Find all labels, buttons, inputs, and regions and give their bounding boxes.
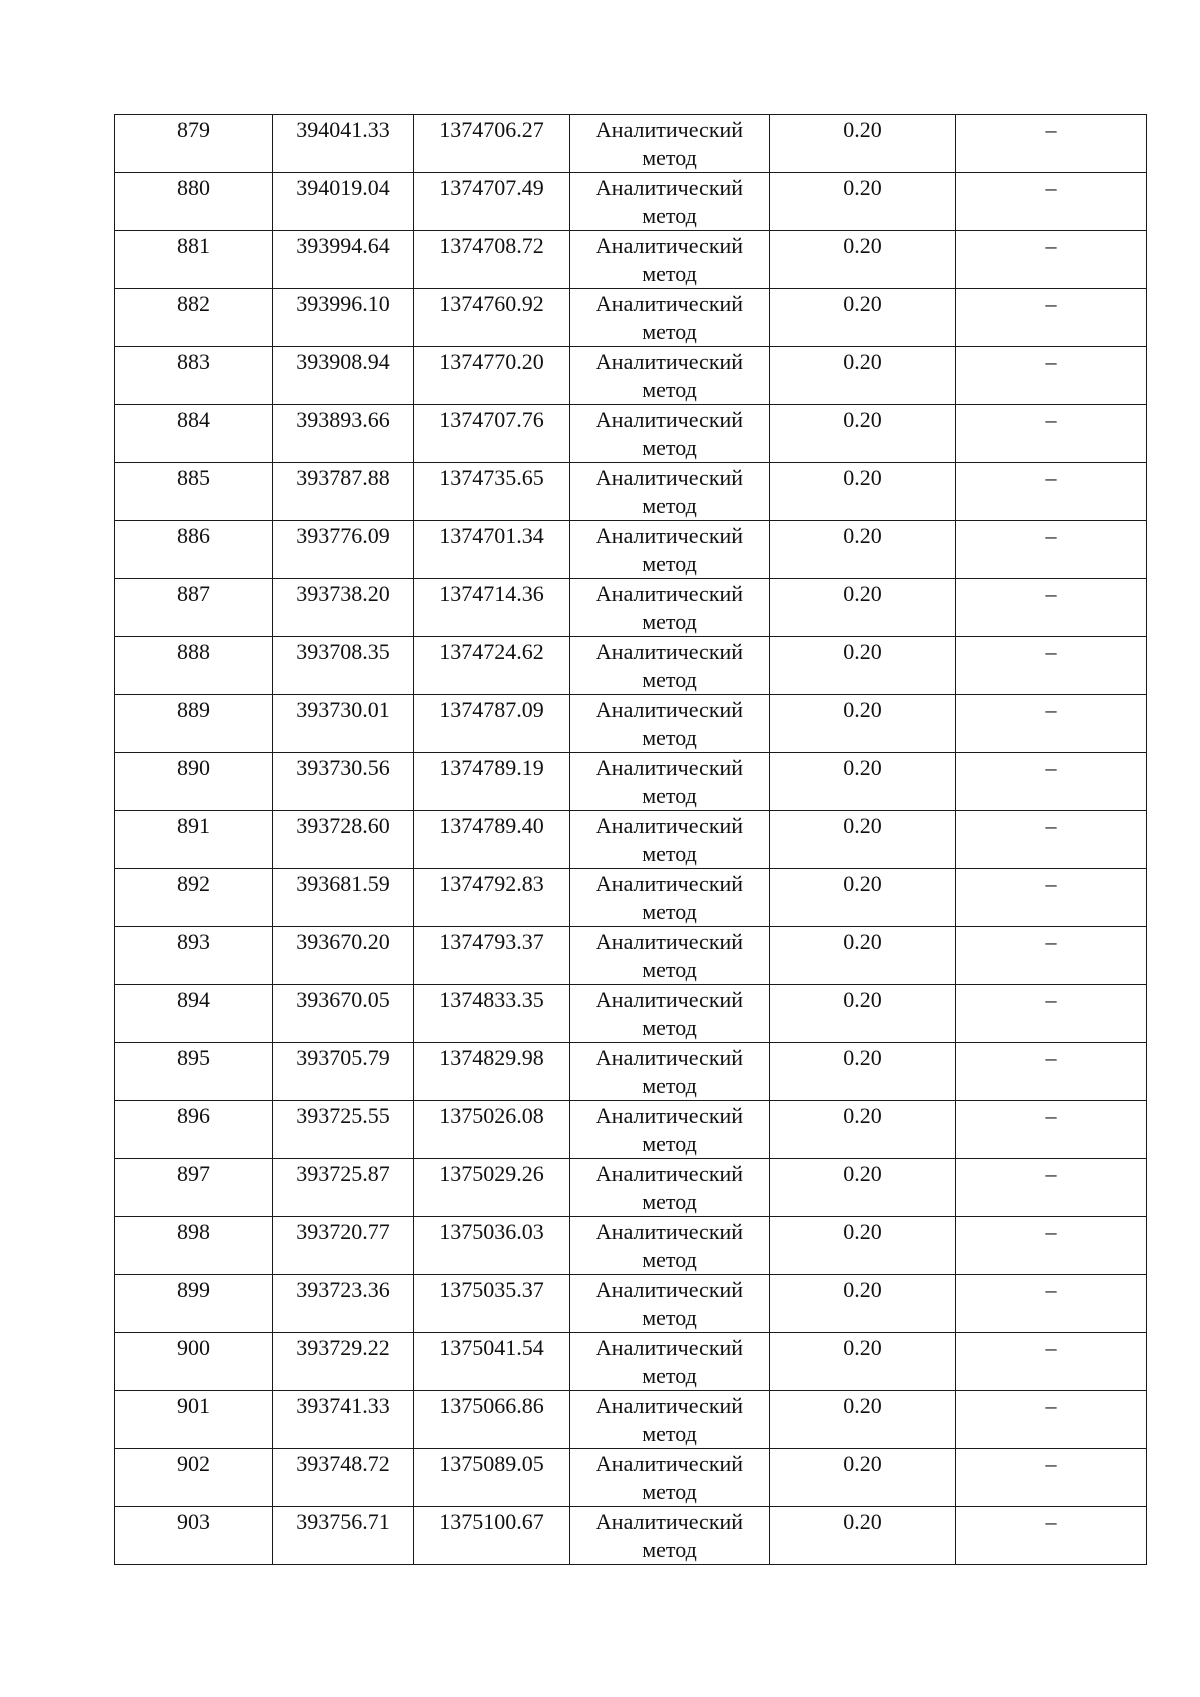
x-coordinate-cell: 393681.59 xyxy=(273,869,414,927)
point-number-cell: 887 xyxy=(115,579,273,637)
point-number-cell: 899 xyxy=(115,1275,273,1333)
accuracy-cell: 0.20 xyxy=(770,1043,956,1101)
x-coordinate-cell: 393908.94 xyxy=(273,347,414,405)
note-cell: – xyxy=(956,985,1147,1043)
accuracy-cell: 0.20 xyxy=(770,521,956,579)
x-coordinate-cell: 393708.35 xyxy=(273,637,414,695)
note-cell: – xyxy=(956,173,1147,231)
x-coordinate-cell: 393787.88 xyxy=(273,463,414,521)
note-cell: – xyxy=(956,1217,1147,1275)
accuracy-cell: 0.20 xyxy=(770,1391,956,1449)
x-coordinate-cell: 393741.33 xyxy=(273,1391,414,1449)
x-coordinate-cell: 393729.22 xyxy=(273,1333,414,1391)
method-text-line: метод xyxy=(642,1421,697,1446)
point-number-cell: 902 xyxy=(115,1449,273,1507)
method-cell xyxy=(570,1275,770,1333)
accuracy-cell: 0.20 xyxy=(770,1449,956,1507)
point-number-cell: 901 xyxy=(115,1391,273,1449)
table-row xyxy=(115,753,1147,811)
point-number-cell: 883 xyxy=(115,347,273,405)
method-text-line: метод xyxy=(642,1131,697,1156)
method-text-line: Аналитический xyxy=(595,233,744,258)
point-number-cell: 880 xyxy=(115,173,273,231)
note-cell: – xyxy=(956,1275,1147,1333)
point-number-cell: 886 xyxy=(115,521,273,579)
method-cell xyxy=(570,115,770,173)
method-text-line: Аналитический xyxy=(595,697,744,722)
x-coordinate-cell: 393730.01 xyxy=(273,695,414,753)
y-coordinate-cell: 1375066.86 xyxy=(414,1391,570,1449)
y-coordinate-cell: 1375100.67 xyxy=(414,1507,570,1565)
x-coordinate-cell: 393725.55 xyxy=(273,1101,414,1159)
table-row xyxy=(115,811,1147,869)
accuracy-cell: 0.20 xyxy=(770,753,956,811)
point-number-cell: 893 xyxy=(115,927,273,985)
method-text-line: Аналитический xyxy=(595,1161,744,1186)
accuracy-cell: 0.20 xyxy=(770,347,956,405)
accuracy-cell: 0.20 xyxy=(770,1159,956,1217)
point-number-cell: 892 xyxy=(115,869,273,927)
accuracy-cell: 0.20 xyxy=(770,869,956,927)
method-text-line: метод xyxy=(642,1015,697,1040)
note-cell: – xyxy=(956,1391,1147,1449)
point-number-cell: 879 xyxy=(115,115,273,173)
method-text-line: метод xyxy=(642,145,697,170)
y-coordinate-cell: 1374770.20 xyxy=(414,347,570,405)
x-coordinate-cell: 393670.20 xyxy=(273,927,414,985)
note-cell: – xyxy=(956,231,1147,289)
x-coordinate-cell: 393725.87 xyxy=(273,1159,414,1217)
method-text-line: Аналитический xyxy=(595,523,744,548)
method-cell xyxy=(570,753,770,811)
method-cell xyxy=(570,695,770,753)
method-cell xyxy=(570,869,770,927)
point-number-cell: 890 xyxy=(115,753,273,811)
note-cell: – xyxy=(956,521,1147,579)
method-cell xyxy=(570,347,770,405)
table-row xyxy=(115,637,1147,695)
accuracy-cell: 0.20 xyxy=(770,1333,956,1391)
y-coordinate-cell: 1375035.37 xyxy=(414,1275,570,1333)
method-text-line: метод xyxy=(642,1363,697,1388)
method-cell xyxy=(570,1043,770,1101)
point-number-cell: 885 xyxy=(115,463,273,521)
note-cell: – xyxy=(956,637,1147,695)
table-row xyxy=(115,231,1147,289)
note-cell: – xyxy=(956,579,1147,637)
method-text-line: Аналитический xyxy=(595,1219,744,1244)
method-text-line: метод xyxy=(642,667,697,692)
y-coordinate-cell: 1375029.26 xyxy=(414,1159,570,1217)
x-coordinate-cell: 393996.10 xyxy=(273,289,414,347)
point-number-cell: 888 xyxy=(115,637,273,695)
table-row xyxy=(115,1507,1147,1565)
table-row xyxy=(115,1101,1147,1159)
table-row xyxy=(115,1275,1147,1333)
point-number-cell: 894 xyxy=(115,985,273,1043)
method-cell xyxy=(570,1391,770,1449)
method-cell xyxy=(570,1159,770,1217)
point-number-cell: 897 xyxy=(115,1159,273,1217)
point-number-cell: 884 xyxy=(115,405,273,463)
accuracy-cell: 0.20 xyxy=(770,811,956,869)
method-cell xyxy=(570,1217,770,1275)
method-cell xyxy=(570,231,770,289)
method-text-line: метод xyxy=(642,377,697,402)
table-row xyxy=(115,347,1147,405)
table-row xyxy=(115,1043,1147,1101)
note-cell: – xyxy=(956,753,1147,811)
x-coordinate-cell: 393670.05 xyxy=(273,985,414,1043)
accuracy-cell: 0.20 xyxy=(770,695,956,753)
x-coordinate-cell: 393738.20 xyxy=(273,579,414,637)
method-text-line: Аналитический xyxy=(595,175,744,200)
y-coordinate-cell: 1375041.54 xyxy=(414,1333,570,1391)
table-row xyxy=(115,1333,1147,1391)
method-text-line: метод xyxy=(642,1479,697,1504)
note-cell: – xyxy=(956,115,1147,173)
method-text-line: Аналитический xyxy=(595,407,744,432)
note-cell: – xyxy=(956,347,1147,405)
method-cell xyxy=(570,927,770,985)
table-row xyxy=(115,1159,1147,1217)
y-coordinate-cell: 1374714.36 xyxy=(414,579,570,637)
x-coordinate-cell: 393720.77 xyxy=(273,1217,414,1275)
coordinates-table xyxy=(114,114,1147,1565)
note-cell: – xyxy=(956,405,1147,463)
accuracy-cell: 0.20 xyxy=(770,1217,956,1275)
accuracy-cell: 0.20 xyxy=(770,1507,956,1565)
accuracy-cell: 0.20 xyxy=(770,1275,956,1333)
method-text-line: Аналитический xyxy=(595,929,744,954)
table-row xyxy=(115,579,1147,637)
method-text-line: Аналитический xyxy=(595,987,744,1012)
table-row xyxy=(115,1449,1147,1507)
y-coordinate-cell: 1374833.35 xyxy=(414,985,570,1043)
x-coordinate-cell: 393723.36 xyxy=(273,1275,414,1333)
y-coordinate-cell: 1374724.62 xyxy=(414,637,570,695)
note-cell: – xyxy=(956,1507,1147,1565)
method-text-line: метод xyxy=(642,493,697,518)
note-cell: – xyxy=(956,811,1147,869)
y-coordinate-cell: 1374735.65 xyxy=(414,463,570,521)
method-text-line: Аналитический xyxy=(595,755,744,780)
method-cell xyxy=(570,811,770,869)
method-cell xyxy=(570,463,770,521)
method-text-line: Аналитический xyxy=(595,1509,744,1534)
accuracy-cell: 0.20 xyxy=(770,231,956,289)
table-row xyxy=(115,869,1147,927)
coordinates-table-body xyxy=(115,115,1147,1565)
accuracy-cell: 0.20 xyxy=(770,463,956,521)
table-row xyxy=(115,985,1147,1043)
method-text-line: Аналитический xyxy=(595,639,744,664)
method-text-line: метод xyxy=(642,203,697,228)
method-text-line: Аналитический xyxy=(595,1045,744,1070)
method-text-line: метод xyxy=(642,551,697,576)
y-coordinate-cell: 1374829.98 xyxy=(414,1043,570,1101)
method-text-line: Аналитический xyxy=(595,1277,744,1302)
y-coordinate-cell: 1374707.49 xyxy=(414,173,570,231)
method-cell xyxy=(570,1507,770,1565)
method-text-line: Аналитический xyxy=(595,1393,744,1418)
method-cell xyxy=(570,289,770,347)
note-cell: – xyxy=(956,695,1147,753)
method-cell xyxy=(570,985,770,1043)
method-text-line: метод xyxy=(642,1305,697,1330)
method-text-line: Аналитический xyxy=(595,581,744,606)
y-coordinate-cell: 1374787.09 xyxy=(414,695,570,753)
point-number-cell: 891 xyxy=(115,811,273,869)
x-coordinate-cell: 394041.33 xyxy=(273,115,414,173)
method-cell xyxy=(570,405,770,463)
method-cell xyxy=(570,521,770,579)
table-row xyxy=(115,173,1147,231)
y-coordinate-cell: 1374701.34 xyxy=(414,521,570,579)
method-text-line: Аналитический xyxy=(595,1103,744,1128)
method-text-line: Аналитический xyxy=(595,117,744,142)
method-text-line: метод xyxy=(642,957,697,982)
method-cell xyxy=(570,173,770,231)
method-text-line: Аналитический xyxy=(595,813,744,838)
method-cell xyxy=(570,637,770,695)
table-row xyxy=(115,115,1147,173)
note-cell: – xyxy=(956,1333,1147,1391)
point-number-cell: 889 xyxy=(115,695,273,753)
note-cell: – xyxy=(956,463,1147,521)
y-coordinate-cell: 1374789.19 xyxy=(414,753,570,811)
method-text-line: метод xyxy=(642,319,697,344)
note-cell: – xyxy=(956,1043,1147,1101)
table-row xyxy=(115,463,1147,521)
note-cell: – xyxy=(956,289,1147,347)
table-row xyxy=(115,695,1147,753)
note-cell: – xyxy=(956,1159,1147,1217)
method-text-line: Аналитический xyxy=(595,1451,744,1476)
note-cell: – xyxy=(956,1101,1147,1159)
accuracy-cell: 0.20 xyxy=(770,985,956,1043)
method-cell xyxy=(570,1333,770,1391)
method-cell xyxy=(570,1449,770,1507)
accuracy-cell: 0.20 xyxy=(770,173,956,231)
x-coordinate-cell: 393776.09 xyxy=(273,521,414,579)
accuracy-cell: 0.20 xyxy=(770,289,956,347)
table-row xyxy=(115,405,1147,463)
x-coordinate-cell: 394019.04 xyxy=(273,173,414,231)
table-row xyxy=(115,521,1147,579)
y-coordinate-cell: 1375089.05 xyxy=(414,1449,570,1507)
method-text-line: Аналитический xyxy=(595,871,744,896)
note-cell: – xyxy=(956,927,1147,985)
y-coordinate-cell: 1374792.83 xyxy=(414,869,570,927)
accuracy-cell: 0.20 xyxy=(770,405,956,463)
accuracy-cell: 0.20 xyxy=(770,927,956,985)
method-cell xyxy=(570,579,770,637)
method-text-line: метод xyxy=(642,899,697,924)
method-text-line: Аналитический xyxy=(595,465,744,490)
accuracy-cell: 0.20 xyxy=(770,1101,956,1159)
table-row xyxy=(115,289,1147,347)
point-number-cell: 881 xyxy=(115,231,273,289)
method-text-line: метод xyxy=(642,1073,697,1098)
method-text-line: Аналитический xyxy=(595,349,744,374)
method-text-line: метод xyxy=(642,435,697,460)
table-row xyxy=(115,1391,1147,1449)
method-text-line: метод xyxy=(642,1189,697,1214)
y-coordinate-cell: 1374793.37 xyxy=(414,927,570,985)
x-coordinate-cell: 393756.71 xyxy=(273,1507,414,1565)
point-number-cell: 896 xyxy=(115,1101,273,1159)
accuracy-cell: 0.20 xyxy=(770,579,956,637)
table-row xyxy=(115,1217,1147,1275)
point-number-cell: 895 xyxy=(115,1043,273,1101)
note-cell: – xyxy=(956,869,1147,927)
x-coordinate-cell: 393705.79 xyxy=(273,1043,414,1101)
y-coordinate-cell: 1375036.03 xyxy=(414,1217,570,1275)
x-coordinate-cell: 393728.60 xyxy=(273,811,414,869)
method-text-line: Аналитический xyxy=(595,291,744,316)
table-row xyxy=(115,927,1147,985)
method-text-line: метод xyxy=(642,1247,697,1272)
point-number-cell: 900 xyxy=(115,1333,273,1391)
method-text-line: метод xyxy=(642,609,697,634)
x-coordinate-cell: 393748.72 xyxy=(273,1449,414,1507)
accuracy-cell: 0.20 xyxy=(770,637,956,695)
accuracy-cell: 0.20 xyxy=(770,115,956,173)
point-number-cell: 898 xyxy=(115,1217,273,1275)
method-text-line: метод xyxy=(642,841,697,866)
x-coordinate-cell: 393730.56 xyxy=(273,753,414,811)
y-coordinate-cell: 1375026.08 xyxy=(414,1101,570,1159)
y-coordinate-cell: 1374707.76 xyxy=(414,405,570,463)
method-text-line: метод xyxy=(642,261,697,286)
y-coordinate-cell: 1374760.92 xyxy=(414,289,570,347)
method-text-line: метод xyxy=(642,1537,697,1562)
x-coordinate-cell: 393893.66 xyxy=(273,405,414,463)
note-cell: – xyxy=(956,1449,1147,1507)
point-number-cell: 882 xyxy=(115,289,273,347)
point-number-cell: 903 xyxy=(115,1507,273,1565)
method-text-line: метод xyxy=(642,783,697,808)
y-coordinate-cell: 1374708.72 xyxy=(414,231,570,289)
x-coordinate-cell: 393994.64 xyxy=(273,231,414,289)
y-coordinate-cell: 1374789.40 xyxy=(414,811,570,869)
method-text-line: Аналитический xyxy=(595,1335,744,1360)
y-coordinate-cell: 1374706.27 xyxy=(414,115,570,173)
method-text-line: метод xyxy=(642,725,697,750)
method-cell xyxy=(570,1101,770,1159)
